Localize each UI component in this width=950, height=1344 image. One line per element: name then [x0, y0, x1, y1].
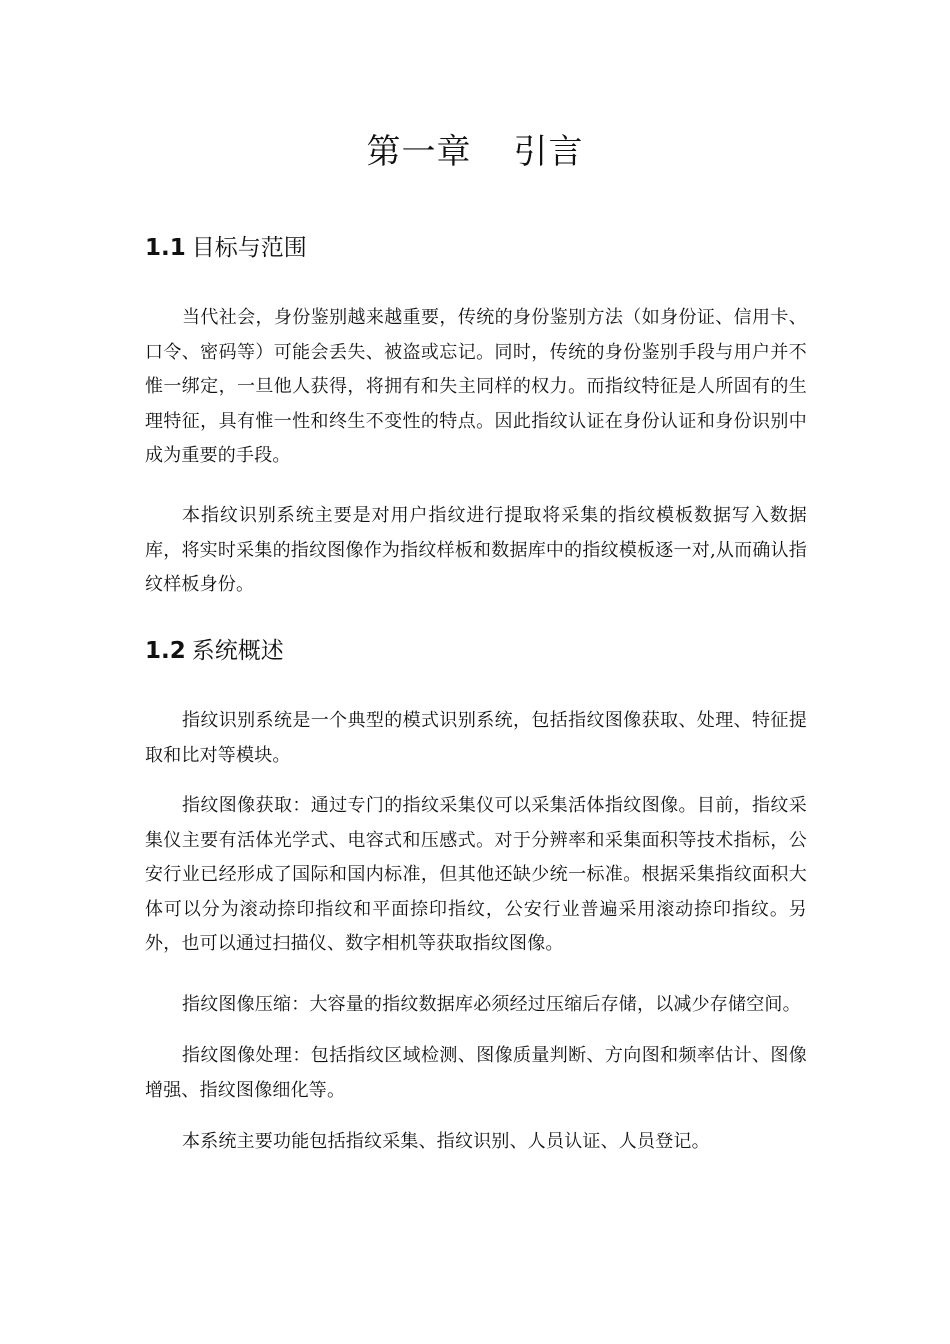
section-heading-1-2 [145, 635, 284, 667]
section-number: 1.2 [145, 638, 186, 664]
section-heading-1-1 [145, 232, 307, 264]
chapter-number: 第一章 [366, 132, 472, 172]
paragraph: 指纹图像压缩：大容量的指纹数据库必须经过压缩后存储，以减少存储空间。 [182, 994, 801, 1015]
section-title: 系统概述 [191, 638, 284, 664]
paragraph: 本指纹识别系统主要是对用户指纹进行提取将采集的指纹模板数据写入数据库，将实时采集的指纹图像作为指纹样板和数据库中的指纹模板逐一对,从而确认指纹样板身份。 [145, 505, 807, 595]
paragraph: 指纹图像获取：通过专门的指纹采集仪可以采集活体指纹图像。目前，指纹采集仪主要有活体光学式、电容式和压感式。对于分辨率和采集面积等技术指标，公安行业已经形成了国际和国内标准，但其他还缺少统一标准。根据采集指纹面积大体可以分为滚动捺印指纹和平面捺印指纹，公安行业普遍采用滚动捺印指纹。另外，也可以通过扫描仪、数字相机等获取指纹图像。 [145, 795, 807, 954]
section-title: 目标与范围 [191, 235, 307, 261]
paragraph: 本系统主要功能包括指纹采集、指纹识别、人员认证、人员登记。 [182, 1131, 710, 1152]
paragraph: 指纹识别系统是一个典型的模式识别系统，包括指纹图像获取、处理、特征提取和比对等模块。 [145, 710, 807, 766]
chapter-title [0, 128, 950, 176]
chapter-name: 引言 [513, 132, 584, 172]
section-number: 1.1 [145, 235, 186, 261]
paragraph: 指纹图像处理：包括指纹区域检测、图像质量判断、方向图和频率估计、图像增强、指纹图像细化等。 [145, 1045, 807, 1101]
paragraph: 当代社会，身份鉴别越来越重要，传统的身份鉴别方法（如身份证、信用卡、口令、密码等）可能会丢失、被盗或忘记。同时，传统的身份鉴别手段与用户并不惟一绑定，一旦他人获得，将拥有和失主同样的权力。而指纹特征是人所固有的生理特征，具有惟一性和终生不变性的特点。因此指纹认证在身份认证和身份识别中成为重要的手段。 [145, 307, 807, 466]
